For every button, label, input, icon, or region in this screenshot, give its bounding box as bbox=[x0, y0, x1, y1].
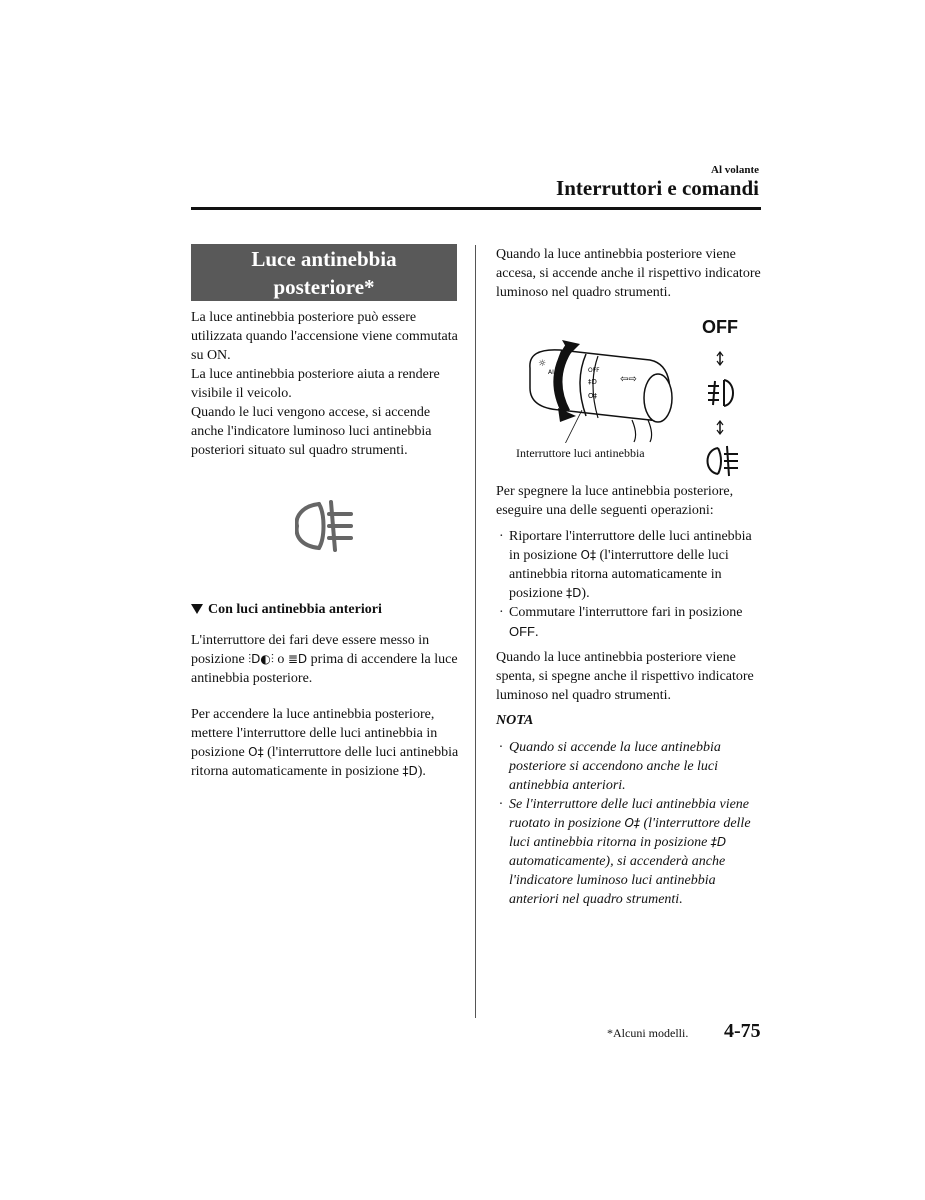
subheading bbox=[191, 602, 461, 618]
nota-list bbox=[496, 738, 761, 909]
section-title-line2: posteriore* bbox=[273, 275, 375, 299]
turn-off-result: Quando la luce antinebbia posteriore viene spenta, si spegne anche il rispettivo indicatore luminoso nel quadro strumenti. bbox=[496, 650, 754, 703]
svg-text:⇦⇨: ⇦⇨ bbox=[620, 374, 637, 385]
text: automaticamente), si accenderà anche l'indicatore luminoso luci antinebbia anteriori nel quadro strumenti. bbox=[509, 854, 726, 907]
text: L'interruttore dei fari deve essere messo in posizione bbox=[191, 633, 430, 667]
parking-light-icon: ⫶D◐⫶ bbox=[248, 652, 274, 666]
text: ). bbox=[417, 764, 426, 779]
text: Per accendere la luce antinebbia posteriore, mettere l'interruttore delle luci antinebbia in posizione bbox=[191, 707, 438, 760]
rear-fog-symbol-icon: O‡ bbox=[248, 745, 264, 759]
rear-fog-symbol-icon: O‡ bbox=[580, 548, 596, 562]
list-item: · Quando si accende la luce antinebbia posteriore si accendono anche le luci antinebbia anteriori. bbox=[496, 738, 761, 795]
text: Commutare l'interruttore fari in posizione bbox=[509, 605, 743, 620]
headlight-position-paragraph bbox=[191, 631, 461, 688]
turn-off-list bbox=[496, 527, 766, 642]
text: ). bbox=[581, 586, 590, 601]
off-position-label: OFF bbox=[702, 317, 738, 337]
switch-positions-icon bbox=[702, 350, 742, 480]
text: (l'interruttore delle luci antinebbia ritorna automaticamente in posizione bbox=[509, 548, 729, 601]
text: (l'interruttore delle luci antinebbia ritorna automaticamente in posizione bbox=[191, 745, 459, 779]
intro-paragraph-3: Quando le luci vengono accese, si accende anche l'indicatore luminoso luci antinebbia posteriori situato sul quadro strumenti. bbox=[191, 405, 432, 458]
svg-text:OFF: OFF bbox=[588, 367, 600, 374]
front-fog-symbol-icon: ‡D bbox=[402, 764, 418, 778]
column-divider bbox=[475, 245, 476, 1018]
svg-text:O‡: O‡ bbox=[588, 392, 598, 400]
list-item bbox=[496, 795, 761, 909]
header-rule bbox=[191, 207, 761, 210]
section-title-line1: Luce antinebbia bbox=[251, 247, 397, 271]
text: o bbox=[273, 652, 288, 667]
svg-text:‡D: ‡D bbox=[588, 378, 597, 386]
rear-fog-light-icon bbox=[295, 496, 355, 556]
section-title-box bbox=[191, 244, 457, 301]
front-fog-symbol-icon: ‡D bbox=[566, 586, 582, 600]
page-title: Interruttori e comandi bbox=[556, 176, 759, 200]
text: (l'interruttore delle luci antinebbia ritorna in posizione bbox=[509, 816, 751, 850]
turn-off-intro: Per spegnere la luce antinebbia posteriore, eseguire una delle seguenti operazioni: bbox=[496, 484, 734, 518]
svg-text:☼: ☼ bbox=[538, 359, 547, 369]
text: Se l'interruttore delle luci antinebbia viene ruotato in posizione bbox=[509, 797, 750, 831]
intro-text bbox=[191, 308, 461, 460]
text: Riportare l'interruttore delle luci antinebbia in posizione bbox=[509, 529, 752, 563]
section-label: Al volante bbox=[711, 164, 759, 176]
text: . bbox=[535, 625, 539, 640]
turn-on-paragraph bbox=[191, 705, 461, 781]
list-item bbox=[496, 527, 766, 603]
svg-text:AI: AI bbox=[548, 369, 554, 376]
subheading-text: Con luci antinebbia anteriori bbox=[208, 602, 382, 617]
front-fog-symbol-icon: ‡D bbox=[710, 835, 727, 849]
off-position-text: OFF bbox=[509, 624, 535, 639]
intro-paragraph-2: La luce antinebbia posteriore aiuta a rendere visibile il veicolo. bbox=[191, 367, 440, 401]
fog-switch-diagram bbox=[520, 338, 685, 443]
text: prima di accendere la luce antinebbia posteriore. bbox=[191, 652, 458, 686]
rear-fog-symbol-icon: O‡ bbox=[624, 816, 640, 830]
diagram-caption: Interruttore luci antinebbia bbox=[516, 446, 645, 460]
triangle-icon bbox=[191, 604, 203, 614]
page-number: 4-75 bbox=[724, 1020, 761, 1042]
right-intro: Quando la luce antinebbia posteriore viene accesa, si accende anche il rispettivo indicatore luminoso nel quadro strumenti. bbox=[496, 247, 761, 300]
nota-title: NOTA bbox=[496, 713, 534, 728]
headlight-icon: ≣D bbox=[287, 652, 308, 666]
list-item bbox=[496, 603, 766, 642]
footnote: *Alcuni modelli. bbox=[607, 1026, 689, 1040]
intro-paragraph-1: La luce antinebbia posteriore può essere utilizzata quando l'accensione viene commutata su ON. bbox=[191, 310, 458, 363]
